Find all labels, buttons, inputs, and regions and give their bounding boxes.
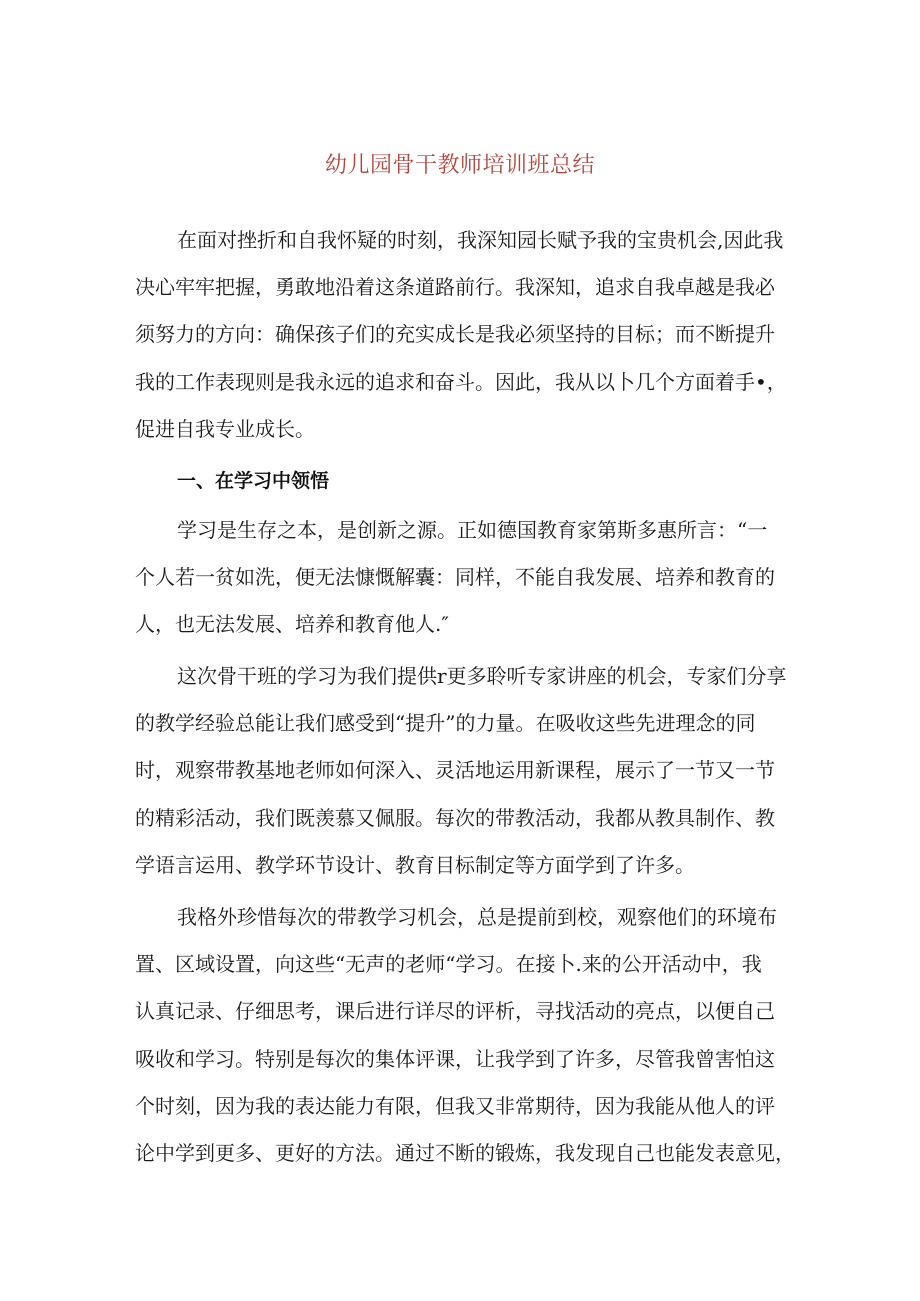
paragraph-line: 的精彩活动，我们既羡慕又佩服。每次的带教活动，我都从教具制作、教: [135, 805, 775, 830]
paragraph-line: 我格外珍惜每次的带教学习机会，总是提前到校，观察他们的环境布: [177, 905, 777, 929]
paragraph-line: 吸收和学习。特别是每次的集体评课，让我学到了许多，尽管我曾害怕这: [135, 1046, 775, 1071]
training-paragraph: [135, 653, 795, 889]
paragraph-line: 个人若一贫如洗，便无法慷慨解囊：同样，不能自我发展、培养和教育的: [135, 565, 775, 590]
paragraph-line: 论中学到更多、更好的方法。通过不断的锻炼，我发现自己也能发表意见，: [135, 1140, 795, 1165]
paragraph-line: 的教学经验总能让我们感受到“提升”的力量。在吸收这些先进理念的同: [135, 711, 756, 736]
paragraph-line: 促进自我专业成长。: [135, 416, 315, 441]
paragraph-line: 时，观察带教基地老师如何深入、灵活地运用新课程，展示了一节又一节: [135, 758, 775, 783]
quote-paragraph: [135, 507, 795, 649]
paragraph-line: 这次骨干班的学习为我们提供r更多聆听专家讲座的机会，专家们分享: [177, 664, 787, 688]
section-heading: 一、在学习中领悟: [177, 470, 330, 492]
paragraph-line: 须努力的方向：确保孩子们的充实成长是我必须坚持的目标；而不断提升: [135, 322, 775, 347]
paragraph-line: 学习是生存之本，是创新之源。正如德国教育家第斯多惠所言：“一: [177, 518, 768, 542]
paragraph-line: 在面对挫折和自我怀疑的时刻，我深知园长赋予我的宝贵机会,因此我: [177, 228, 784, 252]
paragraph-line: 置、区域设置，向这些“无声的老师“学习。在接卜.来的公开活动中，我: [135, 952, 762, 977]
learning-paragraph: [135, 894, 795, 1177]
paragraph-line: 我的工作表现则是我永远的追求和奋斗。因此，我从以卜几个方面着手•，: [135, 369, 787, 394]
paragraph-line: 决心牢牢把握，勇敢地沿着这条道路前行。我深知，追求自我卓越是我必: [135, 275, 775, 300]
paragraph-line: 认真记录、仔细思考，课后进行详尽的评析，寻找活动的亮点，以便自己: [135, 999, 775, 1024]
intro-paragraph: [135, 217, 795, 453]
paragraph-line: 学语言运用、教学环节设计、教育目标制定等方面学到了许多。: [135, 852, 695, 877]
paragraph-line: 个时刻，因为我的表达能力有限，但我又非常期待，因为我能从他人的评: [135, 1093, 775, 1118]
paragraph-line: 人，也无法发展、培养和教育他人.″: [135, 612, 449, 637]
document-title: 幼儿园骨干教师培训班总结: [324, 153, 595, 178]
